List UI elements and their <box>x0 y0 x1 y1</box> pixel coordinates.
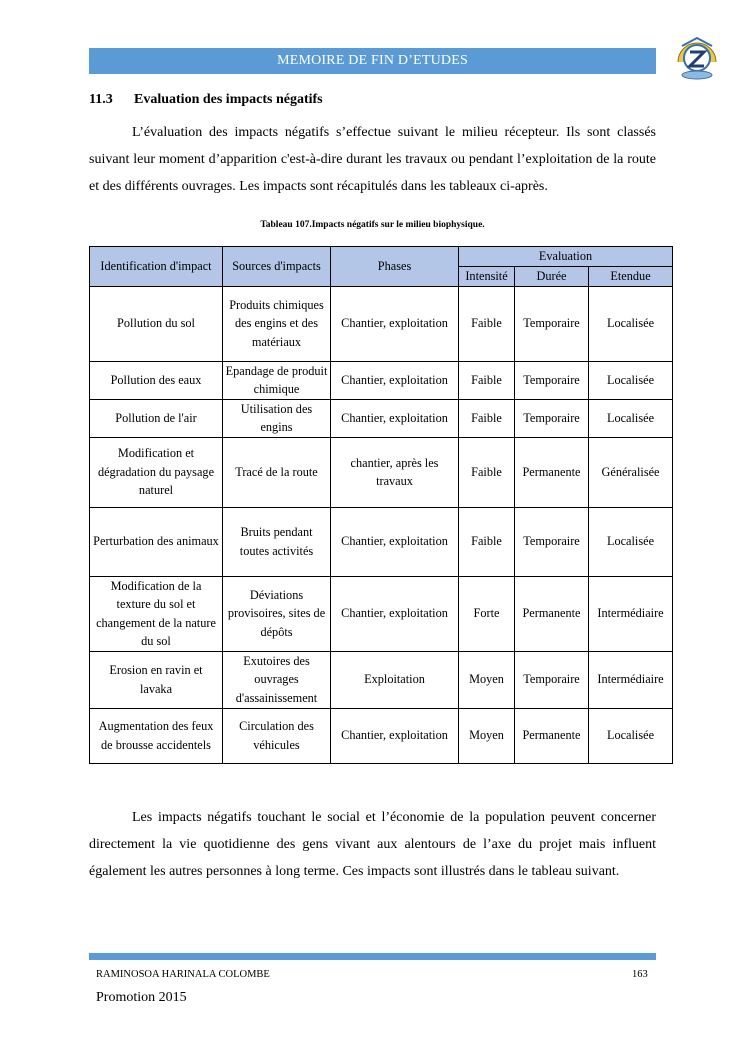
cell-source: Circulation des véhicules <box>223 708 331 763</box>
cell-intensite: Faible <box>459 286 515 361</box>
cell-impact: Pollution du sol <box>90 286 223 361</box>
cell-duree: Temporaire <box>515 507 589 576</box>
cell-phase: Chantier, exploitation <box>331 399 459 437</box>
table-row <box>90 576 673 651</box>
cell-impact: Erosion en ravin et lavaka <box>90 651 223 708</box>
header-title: MEMOIRE DE FIN D’ETUDES <box>277 53 468 68</box>
col-header-duree: Durée <box>515 266 589 286</box>
page-footer-bar <box>89 953 656 960</box>
cell-etendue: Localisée <box>589 507 673 576</box>
cell-impact: Modification et dégradation du paysage naturel <box>90 437 223 507</box>
cell-etendue: Intermédiaire <box>589 576 673 651</box>
cell-duree: Temporaire <box>515 361 589 399</box>
col-header-evaluation: Evaluation <box>459 247 673 267</box>
section-title: Evaluation des impacts négatifs <box>134 92 323 107</box>
cell-duree: Temporaire <box>515 651 589 708</box>
cell-intensite: Faible <box>459 399 515 437</box>
cell-intensite: Moyen <box>459 708 515 763</box>
table-row <box>90 286 673 361</box>
school-logo-icon <box>672 32 722 82</box>
table-row <box>90 399 673 437</box>
section-number: 11.3 <box>89 92 113 107</box>
cell-intensite: Faible <box>459 361 515 399</box>
cell-duree: Permanente <box>515 437 589 507</box>
cell-phase: Exploitation <box>331 651 459 708</box>
page-header-bar <box>89 48 656 74</box>
cell-phase: chantier, après les travaux <box>331 437 459 507</box>
section-heading <box>89 92 323 108</box>
cell-phase: Chantier, exploitation <box>331 361 459 399</box>
cell-impact: Pollution de l'air <box>90 399 223 437</box>
table-row <box>90 507 673 576</box>
cell-duree: Temporaire <box>515 399 589 437</box>
impacts-table <box>89 246 673 764</box>
cell-etendue: Localisée <box>589 399 673 437</box>
cell-duree: Permanente <box>515 576 589 651</box>
cell-etendue: Intermédiaire <box>589 651 673 708</box>
cell-source: Tracé de la route <box>223 437 331 507</box>
cell-impact: Augmentation des feux de brousse accidentels <box>90 708 223 763</box>
intro-paragraph: L’évaluation des impacts négatifs s’effectue suivant le milieu récepteur. Ils sont classés suivant leur moment d’apparition c'est-à-dire durant les travaux ou pendant l’exploitation de la route et des différents ouvrages. Les impacts sont récapitulés dans les tableaux ci-après. <box>89 125 656 194</box>
table-caption: Tableau 107.Impacts négatifs sur le milieu biophysique. <box>260 220 485 230</box>
table-row <box>90 708 673 763</box>
col-header-intensite: Intensité <box>459 266 515 286</box>
cell-intensite: Faible <box>459 437 515 507</box>
cell-etendue: Généralisée <box>589 437 673 507</box>
cell-phase: Chantier, exploitation <box>331 286 459 361</box>
col-header-identification: Identification d'impact <box>90 247 223 287</box>
table-row <box>90 361 673 399</box>
promotion-label: Promotion 2015 <box>96 990 187 1005</box>
table-row <box>90 437 673 507</box>
page-number: 163 <box>632 969 648 980</box>
cell-source: Epandage de produit chimique <box>223 361 331 399</box>
cell-etendue: Localisée <box>589 286 673 361</box>
social-impacts-paragraph: Les impacts négatifs touchant le social et l’économie de la population peuvent concerner directement la vie quotidienne des gens vivant aux alentours de l’axe du projet mais influent également les autres personnes à long terme. Ces impacts sont illustrés dans le tableau suivant. <box>89 810 656 879</box>
cell-phase: Chantier, exploitation <box>331 507 459 576</box>
cell-phase: Chantier, exploitation <box>331 708 459 763</box>
cell-source: Produits chimiques des engins et des matériaux <box>223 286 331 361</box>
cell-intensite: Moyen <box>459 651 515 708</box>
cell-intensite: Forte <box>459 576 515 651</box>
cell-source: Déviations provisoires, sites de dépôts <box>223 576 331 651</box>
cell-etendue: Localisée <box>589 361 673 399</box>
cell-duree: Permanente <box>515 708 589 763</box>
cell-intensite: Faible <box>459 507 515 576</box>
table-row <box>90 651 673 708</box>
cell-source: Exutoires des ouvrages d'assainissement <box>223 651 331 708</box>
cell-impact: Modification de la texture du sol et changement de la nature du sol <box>90 576 223 651</box>
col-header-phases: Phases <box>331 247 459 287</box>
cell-source: Utilisation des engins <box>223 399 331 437</box>
col-header-etendue: Etendue <box>589 266 673 286</box>
cell-source: Bruits pendant toutes activités <box>223 507 331 576</box>
footer-author: RAMINOSOA HARINALA COLOMBE <box>96 969 270 980</box>
cell-etendue: Localisée <box>589 708 673 763</box>
cell-impact: Pollution des eaux <box>90 361 223 399</box>
cell-impact: Perturbation des animaux <box>90 507 223 576</box>
cell-phase: Chantier, exploitation <box>331 576 459 651</box>
cell-duree: Temporaire <box>515 286 589 361</box>
col-header-sources: Sources d'impacts <box>223 247 331 287</box>
